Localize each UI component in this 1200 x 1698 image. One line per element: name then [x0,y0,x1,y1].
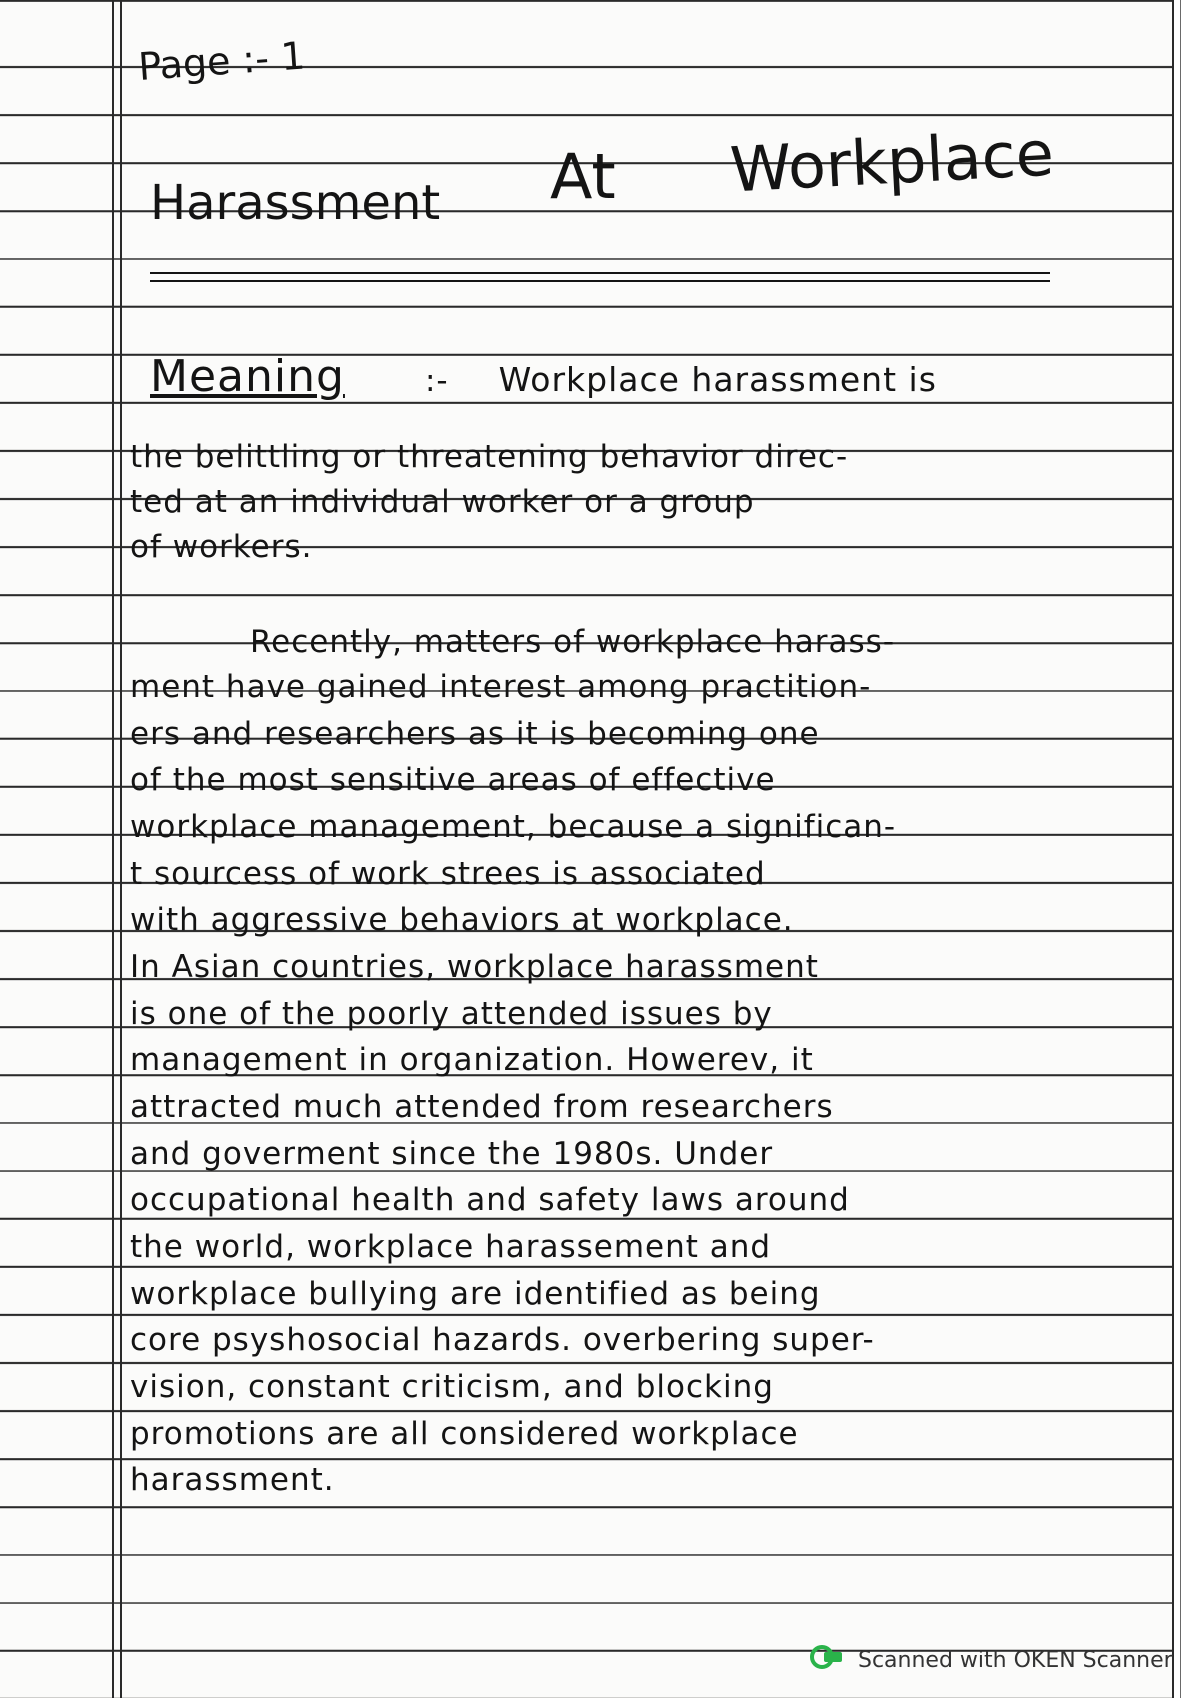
body-line-10: management in organization. Howerev, it [130,1042,814,1078]
body-line-4: of the most sensitive areas of effective [130,762,776,798]
margin-line-left [112,0,114,1698]
body-line-12: and goverment since the 1980s. Under [130,1136,774,1172]
body-line-18: promotions are all considered workplace [130,1416,799,1452]
oken-scanner-icon [810,1645,846,1675]
body-line-9: is one of the poorly attended issues by [130,996,773,1032]
body-line-15: workplace bullying are identified as being [130,1276,821,1312]
body-line-2: ment have gained interest among practition- [130,669,872,705]
page-edge [1172,0,1200,1698]
title-word-harassment: Harassment [150,175,441,231]
body-line-1: Recently, matters of workplace harass- [250,624,896,660]
meaning-line-4: of workers. [130,529,313,565]
meaning-line-2: the belittling or threatening behavior direc- [130,439,849,475]
body-line-8: In Asian countries, workplace harassment [130,949,819,985]
meaning-separator: :- [424,363,449,399]
page-title [150,116,1056,295]
body-line-5: workplace management, because a significan- [130,809,897,845]
body-line-13: occupational health and safety laws around [130,1182,850,1218]
title-underline-double [150,280,1050,282]
meaning-line-3: ted at an individual worker or a group [130,484,755,520]
body-line-6: t sourcess of work strees is associated [130,856,766,892]
margin-line-right [120,0,122,1698]
scanner-watermark [810,1645,1173,1675]
meaning-line-1 [150,351,1170,403]
body-line-7: with aggressive behaviors at workplace. [130,902,794,938]
meaning-text-1: Workplace harassment is [498,360,937,399]
body-line-19: harassment. [130,1462,335,1498]
body-line-14: the world, workplace harassement and [130,1229,772,1265]
title-word-at: At [550,140,616,213]
body-line-17: vision, constant criticism, and blocking [130,1369,774,1405]
meaning-label: Meaning [150,351,345,402]
body-line-16: core psyshosocial hazards. overbering super- [130,1322,875,1358]
title-underline [150,272,1050,274]
page-number-label: Page :- 1 [136,33,307,89]
scanner-text: Scanned with OKEN Scanner [858,1647,1173,1673]
title-word-workplace: Workplace [728,116,1056,207]
body-line-11: attracted much attended from researchers [130,1089,834,1125]
body-line-3: ers and researchers as it is becoming one [130,716,820,752]
